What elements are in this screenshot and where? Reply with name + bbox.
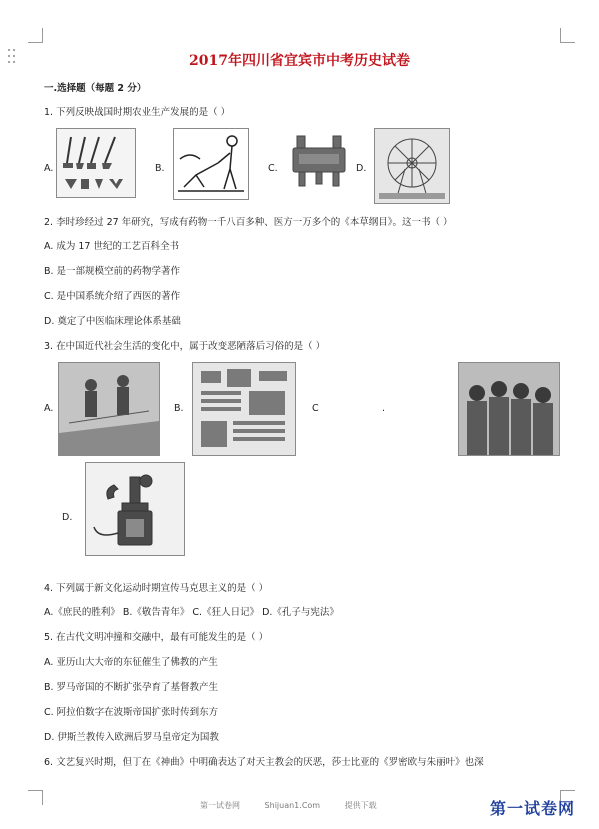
page-corner-mark <box>28 790 43 805</box>
page-corner-mark <box>560 28 575 43</box>
q3-option-d-label: D. <box>62 512 73 523</box>
q5-option-b: B. 罗马帝国的不断扩张孕育了基督教产生 <box>44 682 219 693</box>
q2-option-a: A. 成为 17 世纪的工艺百科全书 <box>44 241 179 252</box>
page-footer <box>200 800 399 811</box>
q3-image-newspaper <box>192 362 296 456</box>
footer-download-note: 提供下载 <box>344 801 377 810</box>
q1-image-iron-tools <box>56 128 136 198</box>
question-5-stem: 5. 在古代文明冲撞和交融中，最有可能发生的是（ ） <box>44 632 269 643</box>
q3-image-crowd-photo <box>458 362 560 456</box>
q3-image-telephone <box>85 462 185 556</box>
question-6-stem: 6. 文艺复兴时期，但丁在《神曲》中明确表达了对天主教会的厌恶，莎士比亚的《罗密欧与朱丽叶》也深 <box>44 757 484 768</box>
q1-option-b-label: B. <box>155 163 165 174</box>
q1-image-bronze-ding <box>283 130 355 192</box>
question-4-stem: 4. 下列属于新文化运动时期宣传马克思主义的是（ ） <box>44 583 269 594</box>
q1-option-c-label: C. <box>268 163 278 174</box>
q5-option-a: A. 亚历山大大帝的东征催生了佛教的产生 <box>44 657 218 668</box>
question-2-stem: 2. 李时珍经过 27 年研究，写成有药物一千八百多种、医方一万多个的《本草纲目》。这一书（ ） <box>44 217 453 228</box>
q2-option-c: C. 是中国系统介绍了西医的著作 <box>44 291 181 302</box>
footer-site-name: 第一试卷网 <box>200 801 240 810</box>
q4-options: A.《庶民的胜利》 B.《敬告青年》 C.《狂人日记》 D.《孔子与宪法》 <box>44 607 339 618</box>
brand-logo: 第一试卷网 <box>490 799 576 818</box>
q1-option-d-label: D. <box>356 163 367 174</box>
page-corner-mark <box>28 28 43 43</box>
question-3-stem: 3. 在中国近代社会生活的变化中，属于改变恶陋落后习俗的是（ ） <box>44 341 326 352</box>
q5-option-c: C. 阿拉伯数字在波斯帝国扩张时传到东方 <box>44 707 219 718</box>
q3-option-c-label: C <box>312 403 319 414</box>
question-1-stem: 1. 下列反映战国时期农业生产发展的是（ ） <box>44 107 231 118</box>
q3-image-photo-workers <box>58 362 160 456</box>
q1-option-a-label: A. <box>44 163 54 174</box>
q3-option-b-label: B. <box>174 403 184 414</box>
q2-option-b: B. 是一部规模空前的药物学著作 <box>44 266 181 277</box>
page-title: 2017年四川省宜宾市中考历史试卷 <box>189 53 410 69</box>
footer-site-url: Shijuan1.Com <box>264 801 321 810</box>
q3-option-c-mark: . <box>382 403 386 414</box>
q2-option-d: D. 奠定了中医临床理论体系基础 <box>44 316 181 327</box>
q1-image-ox-plough <box>173 128 249 200</box>
q3-option-a-label: A. <box>44 403 54 414</box>
q1-image-waterwheel <box>374 128 450 204</box>
section-heading: 一.选择题（每题 2 分） <box>44 83 147 94</box>
q5-option-d: D. 伊斯兰教传入欧洲后罗马皇帝定为国教 <box>44 732 219 743</box>
